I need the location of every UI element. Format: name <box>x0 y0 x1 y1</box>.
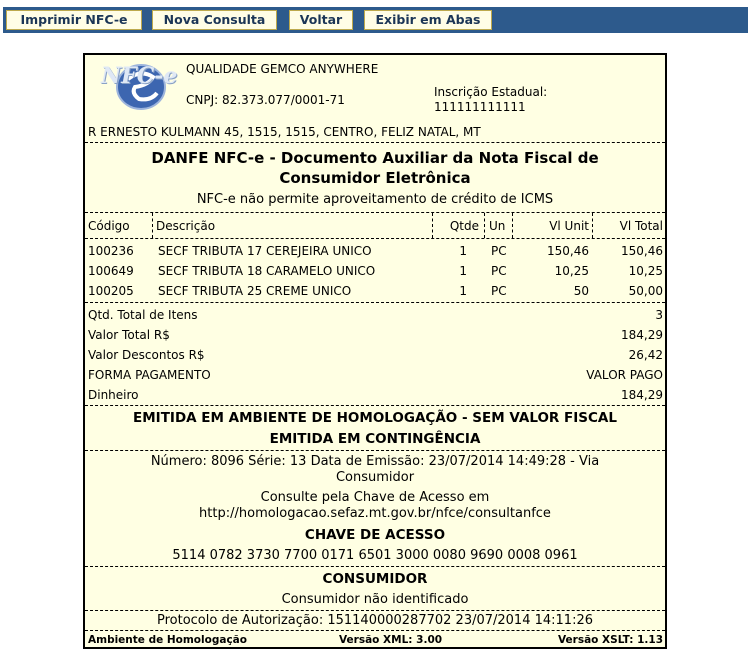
item-total: 150,46 <box>621 244 663 258</box>
col-header-unit: Un <box>489 219 506 233</box>
back-button[interactable]: Voltar <box>289 10 353 30</box>
danfe-document <box>83 53 667 649</box>
consumer-label: CONSUMIDOR <box>322 571 428 587</box>
col-header-total: Vl Total <box>619 219 663 233</box>
consult-url: http://homologacao.sefaz.mt.gov.br/nfce/consultanfce <box>199 506 551 521</box>
logo-text: NFC-e <box>101 63 178 89</box>
nfce-logo <box>91 59 179 111</box>
item-unit: PC <box>491 244 507 258</box>
item-description: SECF TRIBUTA 18 CARAMELO UNICO <box>158 264 376 278</box>
issuer-name: QUALIDADE GEMCO ANYWHERE <box>186 62 379 76</box>
item-code: 100649 <box>88 264 134 278</box>
separator <box>85 610 665 611</box>
danfe-title-line1: DANFE NFC-e - Documento Auxiliar da Nota Fiscal de <box>151 149 599 167</box>
discount-label: Valor Descontos R$ <box>88 348 205 362</box>
col-header-unit-price: Vl Unit <box>549 219 589 233</box>
item-qty: 1 <box>459 284 467 298</box>
payment-method: Dinheiro <box>88 388 139 402</box>
separator <box>85 302 665 303</box>
access-key-label: CHAVE DE ACESSO <box>304 527 446 543</box>
item-description: SECF TRIBUTA 25 CREME UNICO <box>158 284 352 298</box>
state-registration: 111111111111 <box>434 100 526 114</box>
amount-paid-label: VALOR PAGO <box>586 368 663 382</box>
item-total: 50,00 <box>628 284 663 298</box>
icms-notice: NFC-e não permite aproveitamento de crédito de ICMS <box>196 192 554 207</box>
total-items-value: 3 <box>655 308 663 322</box>
total-items-label: Qtd. Total de Itens <box>88 308 198 322</box>
item-total: 10,25 <box>628 264 663 278</box>
consumer-value: Consumidor não identificado <box>281 592 469 607</box>
item-unit-price: 10,25 <box>554 264 589 278</box>
col-divider <box>592 213 593 238</box>
show-tabs-button[interactable]: Exibir em Abas <box>364 10 492 30</box>
discount-value: 26,42 <box>628 348 663 362</box>
item-qty: 1 <box>459 244 467 258</box>
print-nfce-button[interactable]: Imprimir NFC-e <box>6 10 142 30</box>
col-divider <box>512 213 513 238</box>
separator <box>85 142 665 143</box>
col-header-description: Descrição <box>156 219 216 233</box>
issuer-address: R ERNESTO KULMANN 45, 1515, 1515, CENTRO, FELIZ NATAL, MT <box>88 125 481 139</box>
col-divider <box>484 213 485 238</box>
separator <box>85 566 665 567</box>
separator <box>85 212 665 213</box>
total-value: 184,29 <box>621 328 663 342</box>
payment-method-label: FORMA PAGAMENTO <box>88 368 211 382</box>
issuer-cnpj: CNPJ: 82.373.077/0001-71 <box>186 93 345 107</box>
item-description: SECF TRIBUTA 17 CEREJEIRA UNICO <box>158 244 372 258</box>
toolbar <box>3 7 748 33</box>
separator <box>85 405 665 406</box>
authorization-protocol: Protocolo de Autorização: 151140000287702 23/07/2014 14:11:26 <box>156 613 593 628</box>
emission-info-line2: Consumidor <box>335 470 415 485</box>
col-header-qty: Qtde <box>449 219 479 233</box>
col-header-code: Código <box>88 219 130 233</box>
amount-paid: 184,29 <box>621 388 663 402</box>
item-unit-price: 50 <box>573 284 589 298</box>
separator <box>85 450 665 451</box>
separator <box>85 238 665 239</box>
item-unit: PC <box>491 264 507 278</box>
access-key: 5114 0782 3730 7700 0171 6501 3000 0080 9690 0008 0961 <box>172 548 578 563</box>
total-value-label: Valor Total R$ <box>88 328 170 342</box>
col-divider <box>432 213 433 238</box>
contingency-notice: EMITIDA EM CONTINGÊNCIA <box>269 431 481 447</box>
footer-environment: Ambiente de Homologação <box>88 634 247 646</box>
item-code: 100205 <box>88 284 134 298</box>
danfe-title-line2: Consumidor Eletrônica <box>279 169 471 187</box>
col-divider <box>152 213 153 238</box>
item-code: 100236 <box>88 244 134 258</box>
consult-instruction: Consulte pela Chave de Acesso em <box>260 490 490 505</box>
item-qty: 1 <box>459 264 467 278</box>
item-unit-price: 150,46 <box>547 244 589 258</box>
homologation-notice: EMITIDA EM AMBIENTE DE HOMOLOGAÇÃO - SEM VALOR FISCAL <box>133 410 617 426</box>
footer-xslt-version: Versão XSLT: 1.13 <box>557 634 663 646</box>
item-unit: PC <box>491 284 507 298</box>
emission-info-line1: Número: 8096 Série: 13 Data de Emissão: 23/07/2014 14:49:28 - Via <box>150 454 600 469</box>
footer-xml-version: Versão XML: 3.00 <box>339 634 443 646</box>
separator <box>85 630 665 631</box>
new-query-button[interactable]: Nova Consulta <box>152 10 277 30</box>
state-registration-label: Inscrição Estadual: <box>434 85 548 99</box>
